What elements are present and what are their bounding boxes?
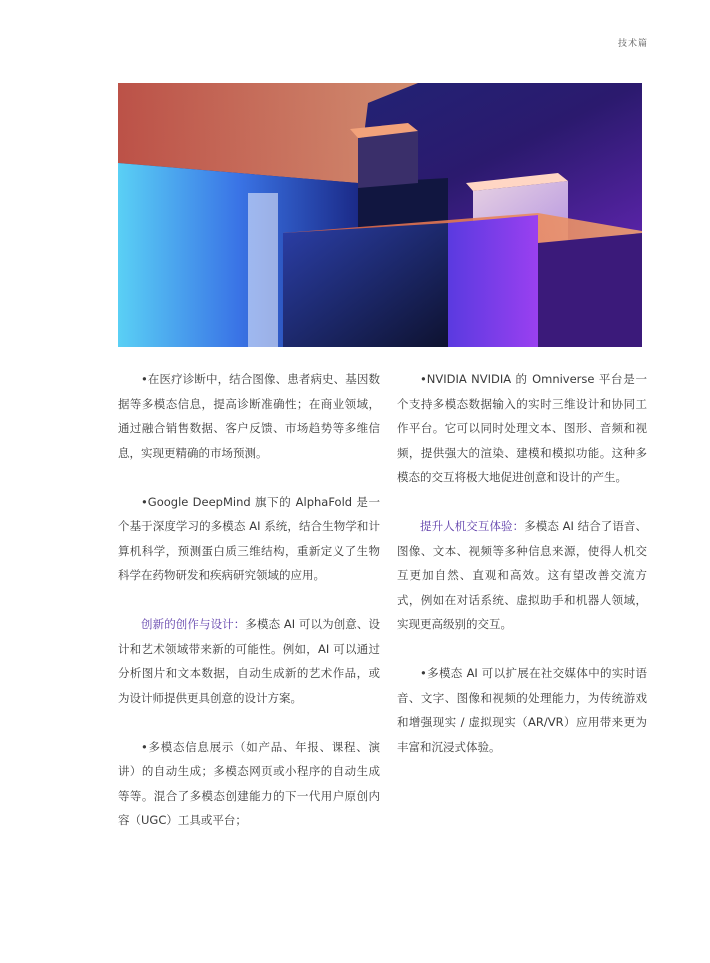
paragraph-creative-design [118,612,380,710]
section-tag: 技术篇 [617,39,648,49]
paragraph-text: 多模态 AI 可以扩展在社交媒体中的实时语音、文字、图像和视频的处理能力，为传统游戏和增强现实 / 虚拟现实（AR/VR）应用带来更为丰富和沉浸式体验。 [397,666,647,754]
paragraph-text: Google DeepMind 旗下的 AlphaFold 是一个基于深度学习的多模态 AI 系统，结合生物学和计算机科学，预测蛋白质三维结构，重新定义了生物科学在药物研发和疾病研究领域的应用。 [118,494,380,582]
bullet-dot: • [141,494,148,509]
paragraph-hci [397,514,647,637]
paragraph-medical [118,367,380,465]
bullet-dot: • [420,666,427,680]
bullet-dot: • [141,739,148,754]
paragraph-text: 在医疗诊断中，结合图像、患者病史、基因数据等多模态信息，提高诊断准确性；在商业领域，通过融合销售数据、客户反馈、市场趋势等多维信息，实现更精确的市场预测。 [118,372,380,460]
paragraph-text: 多模态 AI 可以为创意、设计和艺术领域带来新的可能性。例如，AI 可以通过分析图片和文本数据，自动生成新的艺术作品，或为设计师提供更具创意的设计方案。 [118,617,381,705]
paragraph-text: 多模态信息展示（如产品、年报、课程、演讲）的自动生成；多模态网页或小程序的自动生成等等。混合了多模态创建能力的下一代用户原创内容（UGC）工具或平台； [118,739,380,827]
paragraph-text: NVIDIA NVIDIA 的 Omniverse 平台是一个支持多模态数据输入的实时三维设计和协同工作平台。它可以同时处理文本、图形、音频和视频，提供强大的渲染、建模和模拟功能。这种多模态的交互将极大地促进创意和设计的产生。 [397,372,647,484]
left-column [118,367,380,857]
bullet-dot: • [141,372,148,386]
paragraph-multimodal-display [118,735,380,833]
bullet-dot: • [420,372,427,386]
highlight-heading: 提升人机交互体验： [420,519,525,533]
highlight-heading: 创新的创作与设计： [141,617,246,631]
paragraph-text: 多模态 AI 结合了语音、图像、文本、视频等多种信息来源，使得人机交互更加自然、直观和高效。这有望改善交流方式，例如在对话系统、虚拟助手和机器人领域，实现更高级别的交互。 [397,519,648,631]
paragraph-social-media [397,661,647,759]
hero-image [118,83,642,347]
paragraph-alphafold [118,490,380,588]
paragraph-omniverse [397,367,647,490]
right-column [397,367,647,784]
